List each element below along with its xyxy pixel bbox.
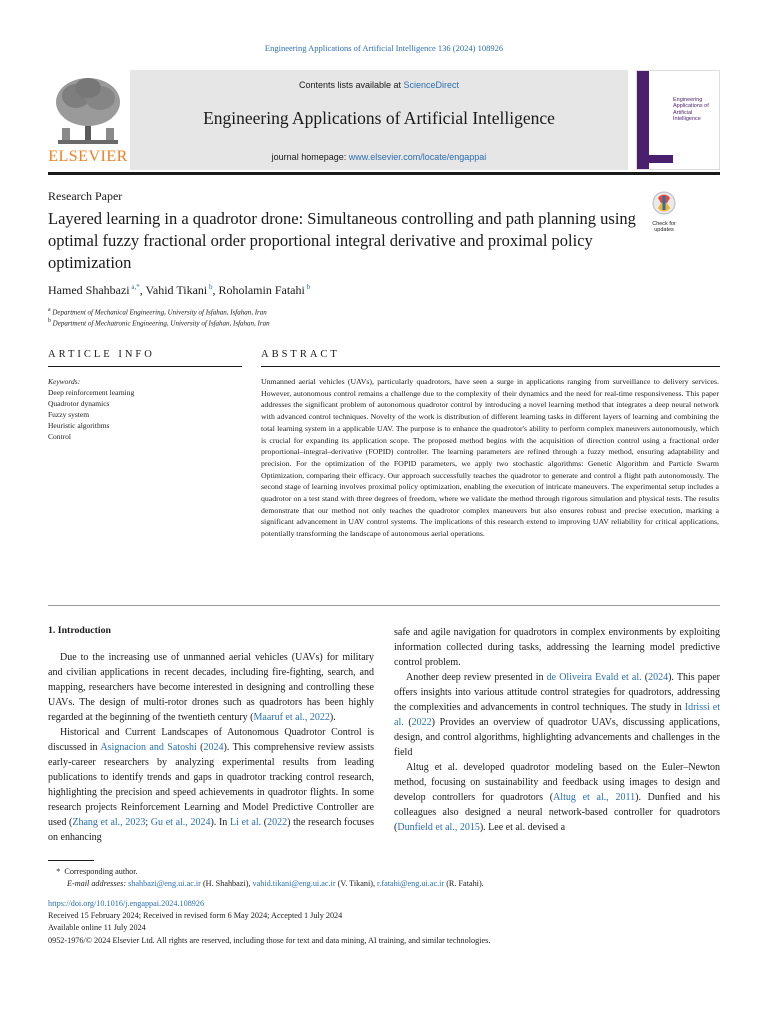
citation-link[interactable]: 2022: [267, 817, 288, 828]
affiliation-a-text: Department of Mechanical Engineering, University of Isfahan, Isfahan, Iran: [52, 308, 267, 317]
author-affiliation-marker[interactable]: b: [304, 283, 311, 291]
citation-link[interactable]: Idrissi et al.: [394, 702, 721, 728]
body-text: ). This paper offers insights into various attitude control strategies for quadrotors, addressing the complexities and advancements in control techniques. The study in: [394, 672, 720, 713]
author-affiliation-marker[interactable]: b: [207, 283, 213, 291]
corresponding-author-note: * Corresponding author.: [48, 867, 138, 876]
email-link[interactable]: vahid.tikani@eng.ui.ac.ir: [252, 879, 336, 888]
homepage-prefix: journal homepage:: [271, 152, 349, 162]
body-text: Historical and Current Landscapes of Autonomous Quadrotor Control is discussed in: [48, 727, 374, 753]
body-text: ). Lee et al. devised a: [479, 822, 566, 833]
email-owner: (V. Tikani),: [335, 879, 378, 888]
body-text: (: [403, 717, 412, 728]
body-text: Due to the increasing use of unmanned aerial vehicles (UAVs) for military and civilian applications in recent decades, including fire-fighting, search, and mapping, researchers have become interested in designing and controlling these UAVs. The design of multi-rotor drones such as quadrotors has been highly regarded at the beginning of the twentieth century (: [48, 652, 374, 723]
keyword-item: Control: [48, 432, 71, 441]
citation-link[interactable]: Asignacion and Satoshi: [100, 742, 197, 753]
citation-link[interactable]: Gu et al., 2024: [150, 817, 211, 828]
body-text: (: [196, 742, 204, 753]
citation-link[interactable]: Zhang et al., 2023: [72, 817, 146, 828]
publication-info: [48, 898, 720, 947]
body-paragraph: [394, 670, 720, 760]
email-label: E-mail addresses:: [67, 879, 129, 888]
email-link[interactable]: r.fatahi@eng.ui.ac.ir: [377, 879, 445, 888]
journal-reference-link[interactable]: Engineering Applications of Artificial Intelligence 136 (2024) 108926: [264, 43, 504, 53]
abstract-heading: ABSTRACT: [261, 349, 340, 360]
email-owner: (H. Shahbazi),: [200, 879, 253, 888]
body-text: ). This comprehensive review assists early-career researchers by analyzing experimental results from leading publications to identify trends and gaps in quadrotor tracking control research, highlighting the precision and speed achievements in quadrotor flights. In some research projects Reinforcement Learning and Model Predictive Controller are used (: [48, 742, 375, 828]
body-text: safe and agile navigation for quadrotors in complex environments by exploiting information collected during tasks, addressing the learning model predictive control problem.: [394, 627, 720, 668]
author-name[interactable]: Roholamin Fatahi: [218, 283, 305, 297]
check-for-updates-button[interactable]: [647, 190, 681, 232]
keyword-item: Deep reinforcement learning: [48, 388, 135, 397]
citation-link[interactable]: Maaruf et al., 2022: [253, 712, 330, 723]
paper-title: Layered learning in a quadrotor drone: Simultaneous controlling and path planning using optimal fuzzy fractional order proportional integral derivative and proximal policy optimization: [48, 209, 636, 272]
body-column-left: [48, 650, 374, 845]
body-text: Another deep review presented in: [406, 672, 547, 683]
keyword-item: Fuzzy system: [48, 410, 90, 419]
affiliation-b-marker: b: [48, 318, 51, 324]
body-column-right: [394, 625, 720, 835]
body-text: ) the research focuses on enhancing: [48, 817, 374, 843]
citation-link[interactable]: Altug et al., 2011: [553, 792, 636, 803]
check-updates-icon: [647, 190, 681, 216]
affiliation-b: [48, 318, 270, 327]
email-owner: (R. Fatahi).: [444, 879, 484, 888]
body-paragraph: [48, 650, 374, 725]
abstract-rule: [261, 366, 720, 367]
elsevier-logo[interactable]: [48, 72, 128, 168]
received-dates: Received 15 February 2024; Received in revised form 6 May 2024; Accepted 1 July 2024: [48, 911, 343, 921]
body-text: (: [641, 672, 649, 683]
body-paragraph: [394, 760, 720, 835]
author-separator: ,: [139, 283, 146, 297]
affiliation-b-text: Department of Mechatronic Engineering, University of Isfahan, Isfahan, Iran: [52, 319, 270, 328]
citation-link[interactable]: Li et al.: [229, 817, 262, 828]
body-text: ).: [329, 712, 336, 723]
journal-title: Engineering Applications of Artificial Intelligence: [203, 108, 555, 128]
body-text: ;: [145, 817, 151, 828]
body-paragraph: [394, 625, 720, 670]
body-text: ) Provides an overview of quadrotor UAVs, discussing applications, design, and control algorithms, highlighting advancements and challenges in the field: [394, 717, 720, 758]
article-info-rule: [48, 366, 242, 367]
footnote-rule: [48, 860, 94, 861]
body-paragraph: [48, 725, 374, 845]
email-link[interactable]: shahbazi@eng.ui.ac.ir: [128, 879, 201, 888]
cover-title: Engineering Applications of Artificial Intelligence: [673, 97, 709, 122]
citation-link[interactable]: 2024: [648, 672, 669, 683]
sciencedirect-link[interactable]: ScienceDirect: [403, 80, 460, 90]
homepage-line: [130, 152, 628, 162]
author-separator: ,: [212, 283, 219, 297]
affiliation-a-marker: a: [48, 307, 51, 313]
abstract-text: Unmanned aerial vehicles (UAVs), particularly quadrotors, have seen a surge in applications ranging from surveillance to delivery services. However, autonomous control remains a challenge due to the complexity of their dynamics and the need for real-time responsiveness. This paper addresses the significant problem of autonomous quadrotor control by introducing a novel learning method that integrates a deep neural network with advanced control techniques. Novelty of the work is distribution of different learning tasks in different layers of learning and combining the total learning system in a applicable UAV. The purpose is to enhance the quadrotor's ability to perform complex maneuvers autonomously, which is crucial for expanding its application scope. The proposed method begins with the acquisition of direction control using a fractional order proportional–integral–derivative (FOPID) controller. The learning parameters are refined through a fuzzy method, ensuring adaptability and precision. For the optimization of the FOPID parameters, we apply two stochastic algorithms: Genetic Algorithm and Particle Swarm Optimization, comparing their efficacy. Our approach successfully teaches the quadrotor to generate and control a flight path autonomously. The second stage of learning involves proximal policy optimization, enabling the execution of intricate maneuvers. The experimental setup includes a quadrotor on a test stand with three degrees of freedom, where we validate the method through rigorous simulation and physical tests. The results demonstrate that our method not only teaches the quadrotor complex maneuvers but also ensures robust and precise execution, marking a significant advancement in UAV control systems. The implications of this research extend to improving UAV reliability for critical applications, potentially transforming the landscape of autonomous aerial operations.: [261, 377, 719, 539]
author-list: [48, 283, 310, 298]
citation-link[interactable]: 2022: [411, 717, 432, 728]
corresponding-author-text: Corresponding author.: [64, 867, 138, 876]
cover-publisher-mark: [637, 155, 673, 163]
citation-link[interactable]: de Oliveira Evald et al.: [546, 672, 642, 683]
keywords-block: [48, 376, 134, 442]
journal-cover-thumbnail[interactable]: [636, 70, 720, 170]
body-text: Altug et al. developed quadrotor modeling based on the Euler–Newton method, focusing on sustainability and feedback using images to design and develop controllers for quadrotors (: [394, 762, 720, 803]
section-heading-introduction: 1. Introduction: [48, 625, 111, 636]
doi-link[interactable]: https://doi.org/10.1016/j.engappai.2024.108926: [48, 899, 205, 908]
paper-type: Research Paper: [48, 189, 123, 203]
keyword-item: Quadrotor dynamics: [48, 399, 110, 408]
affiliation-a: [48, 307, 267, 316]
elsevier-tree-icon: [48, 72, 128, 150]
keywords-label: Keywords:: [48, 377, 81, 386]
abstract-bottom-rule: [48, 605, 720, 606]
contents-line: [130, 80, 628, 90]
footnotes: [48, 866, 720, 890]
article-info-heading: ARTICLE INFO: [48, 349, 155, 360]
contents-prefix: Contents lists available at: [298, 80, 404, 90]
available-online: Available online 11 July 2024: [48, 923, 146, 933]
author-affiliation-marker[interactable]: a,*: [129, 283, 140, 291]
elsevier-wordmark: ELSEVIER: [48, 148, 128, 165]
body-text: ). In: [210, 817, 230, 828]
keyword-item: Heuristic algorithms: [48, 421, 110, 430]
body-text: (: [261, 817, 268, 828]
author-name[interactable]: Hamed Shahbazi: [48, 283, 130, 297]
check-updates-label: Check for updates: [652, 221, 676, 233]
copyright-line: 0952-1976/© 2024 Elsevier Ltd. All rights are reserved, including those for text and data mining, AI training, and similar technologies.: [48, 935, 491, 945]
citation-link[interactable]: 2024: [203, 742, 224, 753]
author-name[interactable]: Vahid Tikani: [145, 283, 208, 297]
citation-link[interactable]: Dunfield et al., 2015: [397, 822, 480, 833]
journal-homepage-link[interactable]: www.elsevier.com/locate/engappai: [348, 152, 487, 162]
body-text: ). Dunfied and his colleagues also designed a neural network-based controller for quadrotors (: [394, 792, 720, 833]
header-rule: [48, 172, 720, 175]
email-addresses: [48, 878, 720, 890]
